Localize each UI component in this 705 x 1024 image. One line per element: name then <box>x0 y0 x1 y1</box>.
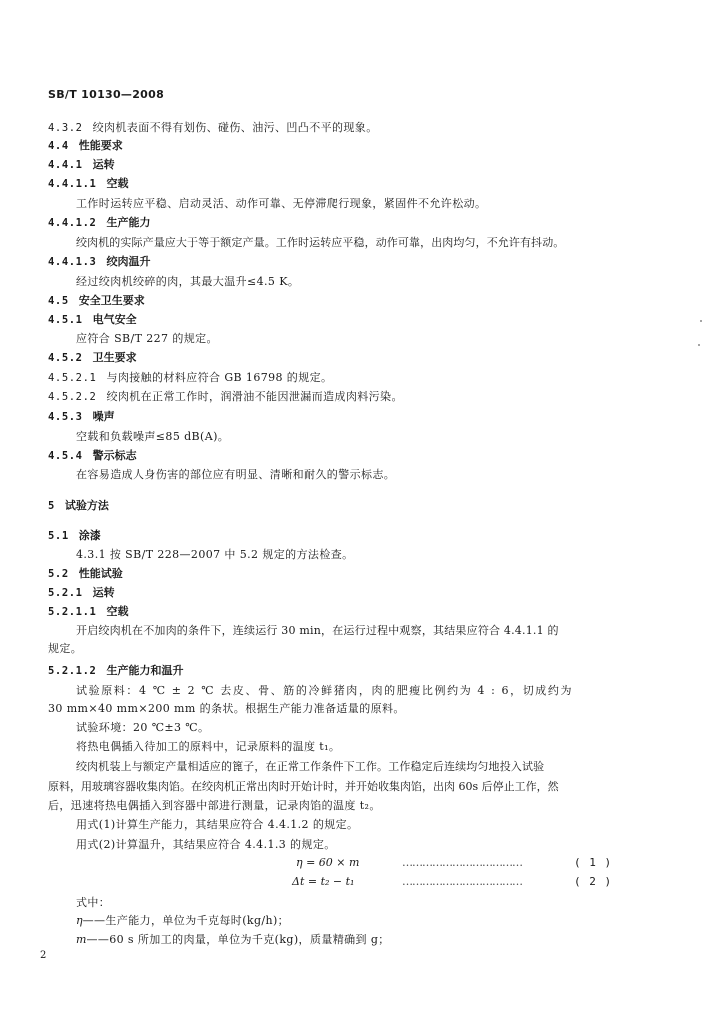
clause-title: 涂漆 <box>78 529 101 542</box>
clause-5-2-1 <box>48 586 115 600</box>
formula-1: η = 60 × m <box>296 856 360 869</box>
clause-4-4 <box>48 139 123 153</box>
clause-4-4-1 <box>48 158 115 172</box>
clause-4-4-1-3 <box>48 255 150 269</box>
paragraph: 绞肉机的实际产量应大于等于额定产量。工作时运转应平稳，动作可靠，出肉均匀，不允许有抖动。 <box>76 236 565 249</box>
standard-header: SB/T 10130—2008 <box>48 88 165 101</box>
clause-number: 4.5.3 <box>48 411 83 423</box>
clause-title: 电气安全 <box>92 313 137 326</box>
clause-text: 绞肉机表面不得有划伤、碰伤、油污、凹凸不平的现象。 <box>92 121 378 134</box>
clause-number: 4.3.2 <box>48 122 83 134</box>
clause-number: 4.5 <box>48 295 69 307</box>
clause-number: 5 <box>48 500 55 512</box>
clause-title: 卫生要求 <box>92 351 137 364</box>
symbol: m <box>76 933 87 946</box>
clause-number: 4.4.1.2 <box>48 217 97 229</box>
clause-5-1 <box>48 529 101 543</box>
clause-4-4-1-2 <box>48 216 150 230</box>
clause-title: 噪声 <box>92 410 115 423</box>
clause-text: 绞肉机在正常工作时，润滑油不能因泄漏而造成肉料污染。 <box>106 390 403 403</box>
formula-number: ( 1 ) <box>574 856 613 869</box>
scan-speck <box>700 320 702 322</box>
clause-5-2-1-2 <box>48 664 183 678</box>
clause-4-5-2-1 <box>48 371 332 385</box>
paragraph: 绞肉机装上与额定产量相适应的篦子，在正常工作条件下工作。工作稳定后连续均匀地投入试验 <box>76 760 545 773</box>
formula-number: ( 2 ) <box>574 875 613 888</box>
clause-number: 5.2.1.1 <box>48 606 97 618</box>
clause-4-5-4 <box>48 449 137 463</box>
paragraph: 开启绞肉机在不加肉的条件下，连续运行 30 min，在运行过程中观察，其结果应符合 4.4.1.1 的 <box>76 624 559 637</box>
clause-number: 4.5.4 <box>48 450 83 462</box>
paragraph: 后，迅速将热电偶插入到容器中部进行测量，记录肉馅的温度 t₂。 <box>48 799 381 812</box>
paragraph: 规定。 <box>48 642 83 655</box>
clause-number: 5.2.1.2 <box>48 665 97 677</box>
clause-number: 4.4.1.3 <box>48 256 97 268</box>
paragraph: 30 mm×40 mm×200 mm 的条状。根据生产能力准备适量的原料。 <box>48 702 405 715</box>
clause-number: 5.2 <box>48 568 69 580</box>
clause-number: 4.4 <box>48 140 69 152</box>
clause-title: 绞肉温升 <box>106 255 151 268</box>
clause-number: 4.5.2 <box>48 352 83 364</box>
clause-title: 生产能力和温升 <box>106 664 184 677</box>
clause-text: 与肉接触的材料应符合 GB 16798 的规定。 <box>106 371 333 384</box>
paragraph: 用式(1)计算生产能力，其结果应符合 4.4.1.2 的规定。 <box>76 818 359 831</box>
symbol-definition <box>76 933 390 947</box>
paragraph: 工作时运转应平稳、启动灵活、动作可靠、无停滞爬行现象，紧固件不允许松动。 <box>76 197 487 210</box>
clause-title: 运转 <box>92 158 115 171</box>
symbol: η <box>76 914 83 927</box>
clause-4-5-2-2 <box>48 390 403 404</box>
clause-4-5-1 <box>48 313 137 327</box>
clause-number: 4.5.1 <box>48 314 83 326</box>
paragraph: 经过绞肉机绞碎的肉，其最大温升≤4.5 K。 <box>76 275 300 288</box>
clause-number: 5.2.1 <box>48 587 83 599</box>
clause-5-2 <box>48 567 123 581</box>
paragraph: 空载和负载噪声≤85 dB(A)。 <box>76 430 230 443</box>
scan-speck <box>698 344 700 346</box>
paragraph: 试验环境：20 ℃±3 ℃。 <box>76 721 210 734</box>
clause-number: 5.1 <box>48 530 69 542</box>
paragraph: 在容易造成人身伤害的部位应有明显、清晰和耐久的警示标志。 <box>76 468 396 481</box>
clause-4-4-1-1 <box>48 177 128 191</box>
clause-number: 4.5.2.1 <box>48 372 97 384</box>
paragraph: 应符合 SB/T 227 的规定。 <box>76 332 218 345</box>
clause-title: 性能要求 <box>78 139 123 152</box>
clause-4-3-2 <box>48 121 378 135</box>
clause-title: 运转 <box>92 586 115 599</box>
clause-4-5 <box>48 294 145 308</box>
paragraph: 将热电偶插入待加工的原料中，记录原料的温度 t₁。 <box>76 740 341 753</box>
clause-number: 4.4.1.1 <box>48 178 97 190</box>
clause-4-5-3 <box>48 410 115 424</box>
clause-title: 空载 <box>106 605 129 618</box>
symbol-text: ——生产能力，单位为千克每时(kg/h)； <box>82 914 290 927</box>
clause-title: 空载 <box>106 177 129 190</box>
formula-leader-dots: ……………………………… <box>402 875 522 888</box>
clause-number: 4.5.2.2 <box>48 391 97 403</box>
clause-title: 生产能力 <box>106 216 151 229</box>
clause-title: 试验方法 <box>64 499 109 512</box>
formula-2: Δt = t₂ − t₁ <box>292 875 355 888</box>
symbol-text: ——60 s 所加工的肉量，单位为千克(kg)，质量精确到 g； <box>86 933 390 946</box>
where-intro: 式中： <box>76 896 111 909</box>
symbol-definition <box>76 914 289 928</box>
page-number: 2 <box>40 950 47 961</box>
clause-number: 4.4.1 <box>48 159 83 171</box>
formula-leader-dots: ……………………………… <box>402 856 522 869</box>
clause-title: 警示标志 <box>92 449 137 462</box>
clause-title: 性能试验 <box>78 567 123 580</box>
paragraph: 4.3.1 按 SB/T 228—2007 中 5.2 规定的方法检查。 <box>76 548 354 561</box>
clause-5 <box>48 499 109 513</box>
clause-title: 安全卫生要求 <box>78 294 145 307</box>
paragraph: 原料，用玻璃容器收集肉馅。在绞肉机正常出肉时开始计时，并开始收集肉馅，出肉 60s 后停止工作，然 <box>48 780 559 793</box>
clause-5-2-1-1 <box>48 605 128 619</box>
paragraph: 试验原料：4 ℃ ± 2 ℃ 去皮、骨、筋的冷鲜猪肉，肉的肥瘦比例约为 4 : 6，切成约为 <box>76 684 574 697</box>
paragraph: 用式(2)计算温升，其结果应符合 4.4.1.3 的规定。 <box>76 838 336 851</box>
clause-4-5-2 <box>48 351 137 365</box>
